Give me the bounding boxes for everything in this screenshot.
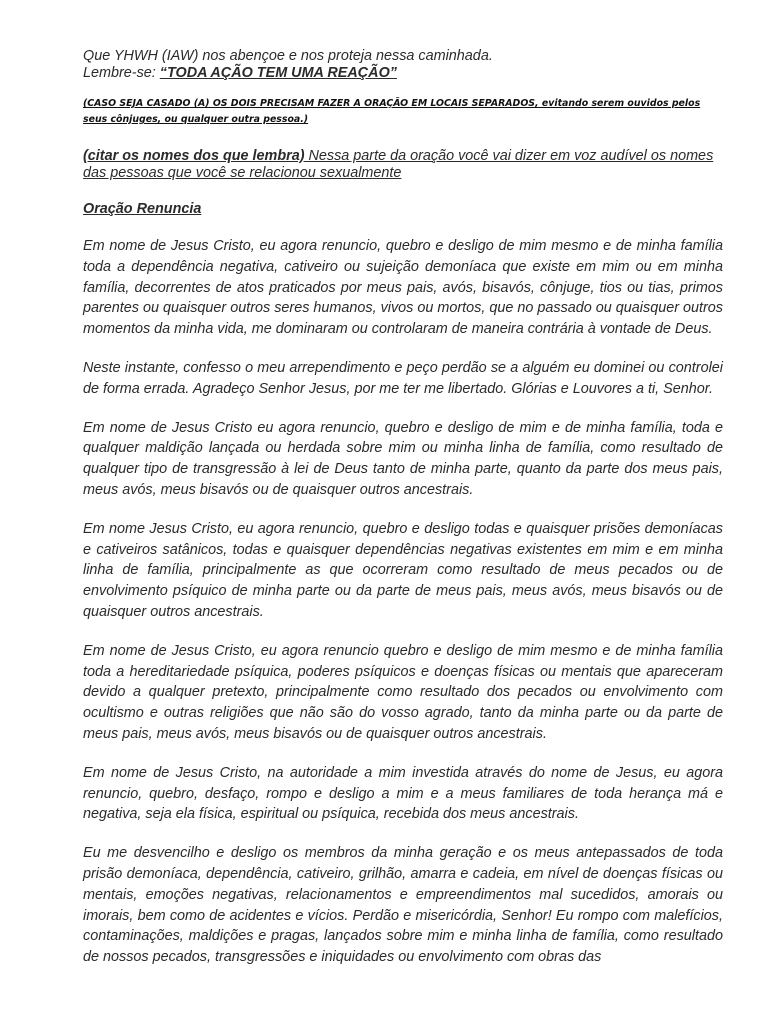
paragraph: Eu me desvencilho e desligo os membros da minha geração e os meus antepassados de toda prisão demoníaca, dependência, cativeiro, grilhão, amarra e cadeia, em nível de doenças físicas ou mentais, emoções negativas, relacionamentos e empreendimentos mal sucedidos, amorais ou imorais, bem como de acidentes e vícios. Perdão e misericórdia, Senhor! Eu rompo com malefícios, contaminações, maldições e pragas, lançados sobre mim e minha linha de família, como resultado de nossos pecados, transgressões e iniquidades ou envolvimento com obras das (83, 845, 723, 966)
paragraph: Em nome de Jesus Cristo, na autoridade a mim investida através do nome de Jesus, eu agora renuncio, quebro, desfaço, rompo e desligo a mim e a meus familiares de toda herança má e negativa, seja ela física, espiritual ou psíquica, recebida dos meus ancestrais. (83, 764, 723, 823)
intro-block (83, 48, 723, 82)
reminder-line (83, 65, 723, 82)
reminder-label: Lembre-se: (83, 65, 156, 81)
paragraph: Em nome Jesus Cristo, eu agora renuncio, quebro e desligo todas e quaisquer prisões demoníacas e cativeiros satânicos, todas e quaisquer dependências negativas existentes em mim e em minha linha de família, principalmente as que ocorreram como resultado de meus pecados ou de envolvimento psíquico de minha parte ou da parte de meus pais, meus avós, meus bisavós ou de quaisquer outros ancestrais. (83, 520, 723, 620)
paragraph: Em nome de Jesus Cristo, eu agora renuncio, quebro e desligo de mim mesmo e de minha família toda a dependência negativa, cativeiro ou sujeição demoníaca que existe em mim ou em minha família, decorrentes de atos praticados por meus pais, avós, bisavós, cônjuge, tios ou tias, primos parentes ou quaisquer outros seres humanos, vivos ou mortos, que no passado ou quaisquer outros momentos da minha vida, me dominaram ou controlaram de maneira contrária à vontade de Deus. (83, 238, 723, 338)
blessing-line: Que YHWH (IAW) nos abençoe e nos proteja nessa caminhada. (83, 48, 493, 64)
document-body (83, 48, 723, 968)
section-heading: Oração Renuncia (83, 201, 202, 217)
paragraph: Neste instante, confesso o meu arrependimento e peço perdão se a alguém eu dominei ou controlei de forma errada. Agradeço Senhor Jesus, por me ter me libertado. Glórias e Louvores a ti, Senhor. (83, 359, 723, 397)
cite-instruction-text: Nessa parte da oração você vai dizer em voz audível os nomes das pessoas que você se relacionou sexualmente (83, 148, 714, 181)
paragraph: Em nome de Jesus Cristo eu agora renuncio, quebro e desligo de mim e de minha família, toda e qualquer maldição lançada ou herdada sobre mim ou minha linha de família, como resultado de qualquer tipo de transgressão à lei de Deus tanto de minha parte, quanto da parte dos meus pais, meus avós, meus bisavós ou de quaisquer outros ancestrais. (83, 419, 723, 498)
paragraph: Em nome de Jesus Cristo, eu agora renuncio quebro e desligo de mim mesmo e de minha família toda a hereditariedade psíquica, poderes psíquicos e doenças físicas ou mentais que apareceram devido a qualquer pretexto, principalmente como resultado dos pecados ou envolvimento com ocultismo e outras religiões que não são do vosso agrado, tanto da minha parte ou da parte de meus pais, meus avós, meus bisavós ou de quaisquer outros ancestrais. (83, 642, 723, 742)
cite-instruction-bold: (citar os nomes dos que lembra) (83, 148, 305, 164)
reminder-emphasis: “TODA AÇÃO TEM UMA REAÇÃO” (159, 65, 397, 81)
married-note: (CASO SEJA CASADO (A) OS DOIS PRECISAM FAZER A ORAÇÃO EM LOCAIS SEPARADOS, evitando serem ouvidos pelos seus cônjuges, ou qualquer outra pessoa.) (83, 98, 701, 125)
cite-instruction (83, 148, 723, 182)
